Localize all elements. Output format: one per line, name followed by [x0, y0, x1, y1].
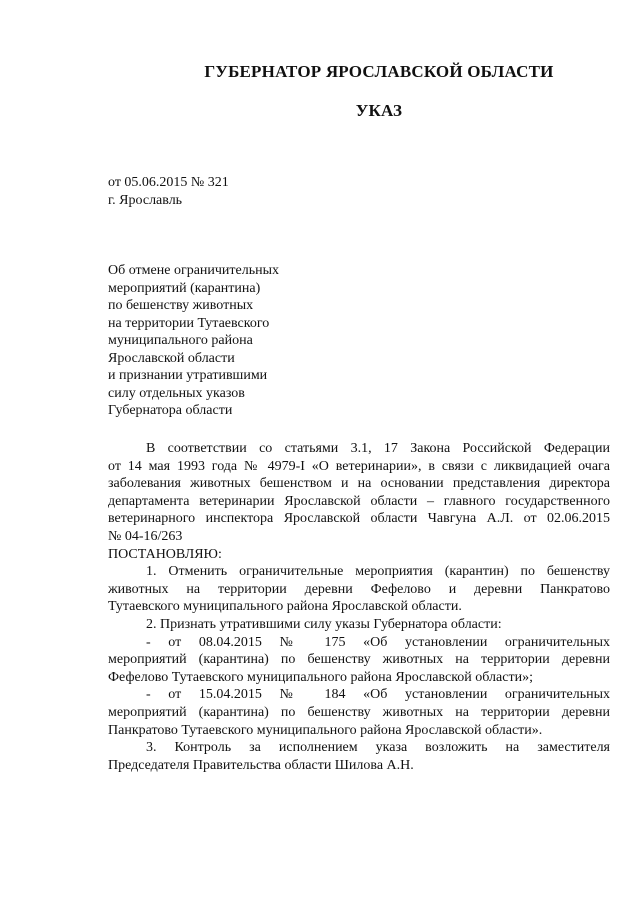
- item-3-line: 3. Контроль за исполнением указа возложить на заместителя: [146, 740, 610, 756]
- item-2a-line: - от 08.04.2015 № 175 «Об установлении ограничительных: [146, 634, 610, 650]
- city: г. Ярославль: [108, 193, 183, 208]
- item-3-line: Председателя Правительства области Шилова А.Н.: [108, 757, 414, 773]
- document-authority-title: ГУБЕРНАТОР ЯРОСЛАВСКОЙ ОБЛАСТИ: [204, 62, 554, 81]
- preamble-line: от 14 мая 1993 года № 4979-I «О ветеринарии», в связи с ликвидацией очага: [108, 458, 610, 474]
- subject-line: Ярославской области: [108, 350, 235, 366]
- document-type-title: УКАЗ: [355, 101, 403, 120]
- subject-line: муниципального района: [108, 333, 253, 348]
- subject-line: по бешенству животных: [108, 298, 254, 313]
- item-1-line: 1. Отменить ограничительные мероприятия (карантин) по бешенству: [146, 564, 610, 580]
- subject-line: и признании утратившими: [108, 368, 268, 383]
- item-2b-line: Панкратово Тутаевского муниципального района Ярославской области».: [108, 722, 543, 738]
- item-1-line: животных на территории деревни Фефелово и деревни Панкратово: [108, 581, 610, 597]
- item-2b: [108, 686, 610, 739]
- preamble-line: заболевания животных бешенством и на основании представления директора: [108, 476, 610, 492]
- preamble-line: № 04-16/263: [108, 528, 183, 544]
- subject-line: силу отдельных указов: [108, 385, 245, 401]
- item-2b-line: мероприятий (карантина) по бешенству животных на территории деревни: [108, 704, 610, 720]
- preamble-line: департамента ветеринарии Ярославской области – главного государственного: [108, 493, 610, 509]
- date-number: от 05.06.2015 № 321: [108, 175, 229, 190]
- document-meta: [108, 174, 229, 210]
- preamble-line: В соответствии со статьями 3.1, 17 Закона Российской Федерации: [146, 441, 610, 456]
- item-1: [108, 563, 610, 616]
- preamble: [108, 440, 610, 546]
- subject-line: Об отмене ограничительных: [108, 263, 280, 278]
- item-2a: [108, 634, 610, 687]
- decree-body: [108, 440, 610, 774]
- item-2a-line: Фефелово Тутаевского муниципального района Ярославской области»;: [108, 669, 533, 685]
- subject-line: на территории Тутаевского: [108, 315, 270, 331]
- item-2a-line: мероприятий (карантина) по бешенству животных на территории деревни: [108, 652, 610, 668]
- item-2: 2. Признать утратившими силу указы Губернатора области:: [146, 616, 502, 632]
- item-1-line: Тутаевского муниципального района Ярославской области.: [108, 599, 462, 615]
- subject-line: Губернатора области: [108, 403, 233, 418]
- decree-word: ПОСТАНОВЛЯЮ:: [108, 546, 222, 562]
- preamble-line: ветеринарного инспектора Ярославской области Чавгуна А.Л. от 02.06.2015: [108, 511, 610, 527]
- decree-subject: [108, 262, 368, 420]
- subject-line: мероприятий (карантина): [108, 280, 261, 296]
- item-2b-line: - от 15.04.2015 № 184 «Об установлении ограничительных: [146, 687, 610, 703]
- item-3: [108, 739, 610, 774]
